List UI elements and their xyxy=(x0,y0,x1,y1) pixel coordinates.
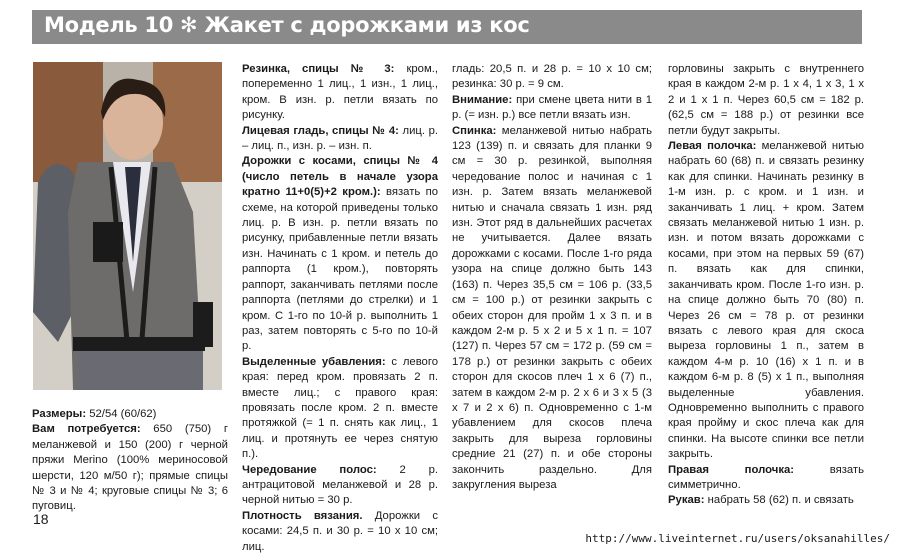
materials-paragraph xyxy=(32,422,228,514)
cables-paragraph xyxy=(242,154,438,354)
decreases-text: с левого края: перед кром. провязать 2 п. вместе лиц.; с правого края: провязать после кром. 2 п. вместе протяжкой (= 1 п. снять как лиц., 1 лиц. и протянуть ее через снятую п.). xyxy=(242,355,438,461)
column-4 xyxy=(668,62,864,509)
left-front-label: Левая полочка: xyxy=(668,140,757,153)
header-bar xyxy=(32,10,862,44)
page-title: Модель 10 ✻ Жакет с дорожками из кос xyxy=(44,13,530,37)
gauge-label: Плотность вязания. xyxy=(242,509,363,522)
right-front-text: вязать симметрично. xyxy=(668,463,864,491)
model-photo xyxy=(33,62,222,390)
back-label: Спинка: xyxy=(452,124,497,137)
right-front-paragraph xyxy=(668,463,864,494)
stockinette-text: лиц. р. – лиц. п., изн. р. – изн. п. xyxy=(242,124,439,153)
stripes-text: 2 р. антрацитовой меланжевой и 28 р. черной нитью = 30 р. xyxy=(242,463,439,507)
sizes-value: 52/54 (60/62) xyxy=(89,408,157,420)
stockinette-paragraph xyxy=(242,124,438,155)
column-1 xyxy=(32,407,228,515)
sleeve-paragraph xyxy=(668,493,864,508)
sleeve-label: Рукав: xyxy=(668,494,705,507)
column-3 xyxy=(452,62,652,493)
stockinette-label: Лицевая гладь, спицы № 4: xyxy=(242,124,399,137)
page-number: 18 xyxy=(33,511,49,527)
right-front-label: Правая полочка: xyxy=(668,463,795,476)
sizes-paragraph xyxy=(32,407,228,422)
back-text: меланжевой нитью набрать 123 (139) п. и связать для планки 9 см = 30 р. резинкой, выполняя чередование полос и начиная с 1 изн. р. Затем вязать меланжевой нитью и сначала связать 1 изн. ряд изн. Этот ряд в дальнейших расчетах не учитывается. Далее вязать дорожками с косами. После 1-го ряда узора на спице должно быть 143 (163) п. Через 35,5 см = 106 р. (33,5 см = 100 р.) от резинки закрыть с обеих сторон для пройм 1 х 3 п. и в каждом 2-м р. 5 х 2 и 5 х 1 п. = 107 (127) п. Через 57 см = 172 р. (59 см = 178 р.) от резинки закрыть с обеих сторон для скосов плеч 1 х 6 (7) п., затем в каждом 2-м р. 2 х 6 и 3 х 5 (3 х 7 и 2 х 6) п. Одновременно с 1-м убавлением для скосов плеча закрыть для выреза горловины средние 21 (27) п. и обе стороны закончить раздельно. Для закругления выреза xyxy=(452,124,653,491)
left-front-paragraph xyxy=(668,139,864,463)
attention-paragraph xyxy=(452,93,652,124)
source-url[interactable]: http://www.liveinternet.ru/users/oksanahilles/ xyxy=(585,532,890,545)
cables-text: вязать по схеме, на которой приведены только лиц. р. В изн. р. петли вязать по рисунку, прибавленные петли вязать изн. Начинать с 1 кром. и петель до раппорта (1 кром.), повторять раппорт, заканчивать петлями после раппорта (петлями до стрелки) и 1 кром. С 1-го по 10-й р. выполнить 1 раз, затем повторять с 5-го по 10-й р. xyxy=(242,186,438,353)
ribbing-paragraph xyxy=(242,62,438,124)
sleeve-text: набрать 58 (62) п. и связать xyxy=(707,494,854,507)
attention-label: Внимание: xyxy=(452,93,513,106)
gauge-paragraph xyxy=(242,509,438,555)
neckline-text: горловины закрыть с внутреннего края в каждом 2-м р. 1 х 4, 1 х 3, 1 х 2 и 1 х 1 п. Через 60,5 см = 182 р. (62,5 см = 188 р.) от резинки все петли будут закрыты. xyxy=(668,63,864,137)
column-2 xyxy=(242,62,438,555)
back-paragraph xyxy=(452,124,652,494)
materials-label: Вам потребуется: xyxy=(32,423,141,436)
left-front-text: меланжевой нитью набрать 60 (68) п. и связать резинку как для спинки. Начинать резинку в 1-м изн. р. с кром. и 1 изн. и заканчивать 1 лиц. + кром. Затем связать меланжевой нитью 1 изн. р. изн. и потом вязать дорожками с косами, при этом на первых 59 (67) п. вязать как для спинки, заканчивать кром. После 1-го изн. р. на спице должно быть 70 (80) п. Через 26 см = 78 р. от резинки вязать с левого края для скоса выреза горловины 1 п., затем в каждом 4-м р. 10 (16) х 1 п. и в каждом 6-м р. 8 (5) х 1 п., выполняя выделенные убавления. Одновременно выполнить с правого края пройму и скос плеча как для спинки. На высоте спинки все петли закрыть. xyxy=(668,140,864,461)
stripes-paragraph xyxy=(242,463,438,509)
ribbing-text: кром., попеременно 1 лиц., 1 изн., 1 лиц., кром. В изн. р. петли вязать по рисунку. xyxy=(242,63,438,122)
gauge-continued-text: гладь: 20,5 п. и 28 р. = 10 х 10 см; резинка: 30 р. = 9 см. xyxy=(452,63,652,91)
sizes-label: Размеры: xyxy=(32,408,87,420)
cables-label: Дорожки с косами, спицы № 4 (число петель в начале узора кратно 11+0(5)+2 кром.): xyxy=(242,155,438,199)
materials-value: 650 (750) г меланжевой и 150 (200) г черной пряжи Merino (100% мериносовой шерсти, 120 м/50 г); прямые спицы № 3 и № 4; круговые спицы № 3; 6 пуговиц. xyxy=(32,423,228,513)
decreases-paragraph xyxy=(242,355,438,463)
decreases-label: Выделенные убавления: xyxy=(242,355,386,368)
gauge-text: Дорожки с косами: 24,5 п. и 30 р. = 10 х 10 см; лиц. xyxy=(242,509,438,553)
attention-text: при смене цвета нити в 1 р. (= изн. р.) все петли вязать изн. xyxy=(452,93,652,122)
ribbing-label: Резинка, спицы № 3: xyxy=(242,63,395,75)
gauge-continued-paragraph xyxy=(452,62,652,93)
model-photo-illustration xyxy=(33,62,222,390)
stripes-label: Чередование полос: xyxy=(242,463,377,476)
neckline-paragraph xyxy=(668,62,864,139)
